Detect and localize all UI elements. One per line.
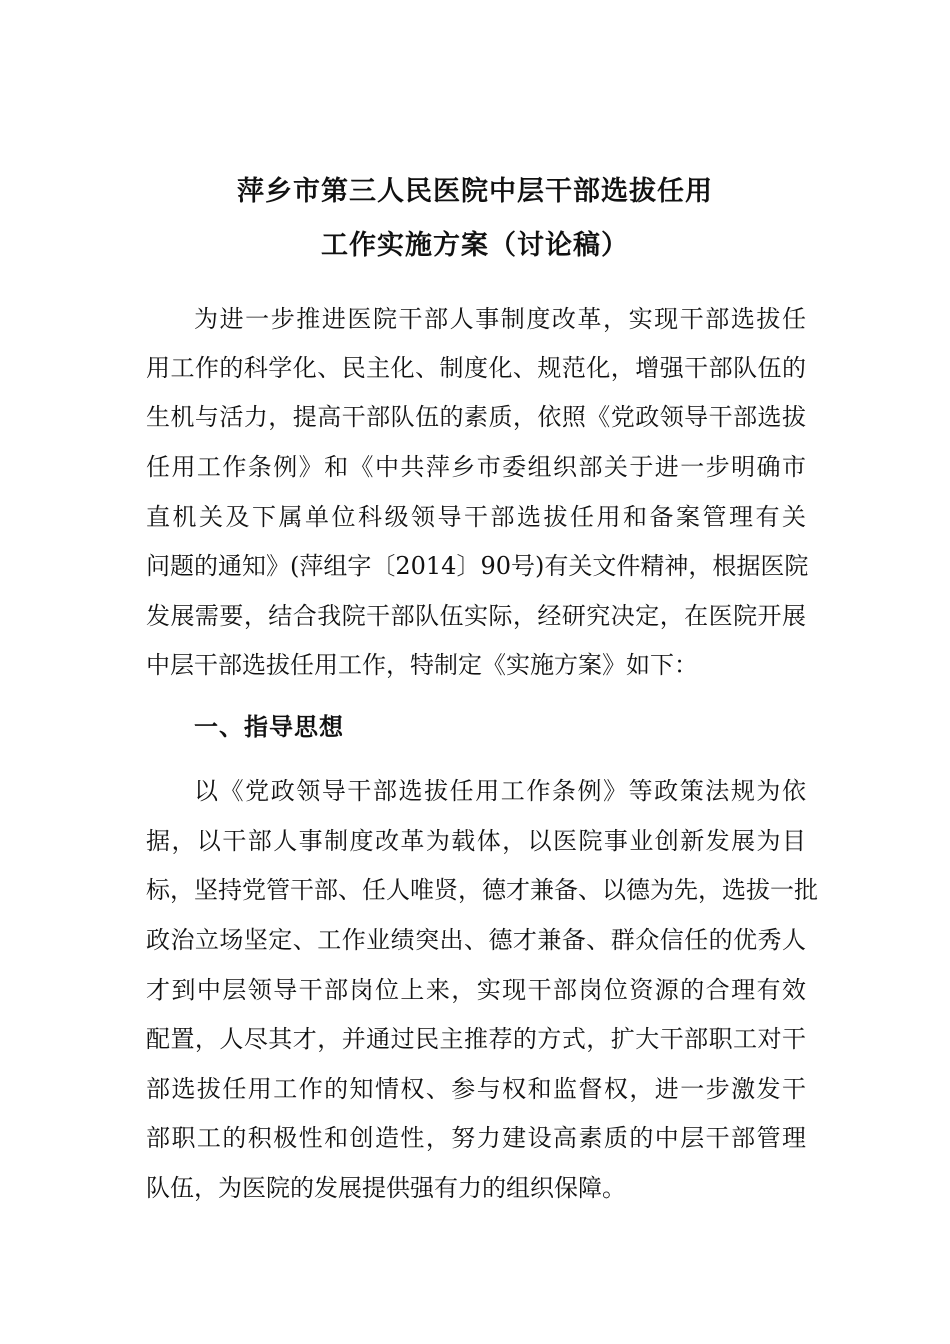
intro-paragraph-line: 任用工作条例》和《中共萍乡市委组织部关于进一步明确市 [146,453,806,481]
section-paragraph-line: 以《党政领导干部选拔任用工作条例》等政策法规为依 [194,777,806,805]
section-paragraph-line: 标，坚持党管干部、任人唯贤，德才兼备、以德为先，选拔一批 [146,876,818,904]
intro-paragraph-line: 直机关及下属单位科级领导干部选拔任用和备案管理有关 [146,503,806,531]
section-paragraph-line: 配置，人尽其才，并通过民主推荐的方式，扩大干部职工对干 [146,1025,806,1053]
intro-paragraph-line: 生机与活力，提高干部队伍的素质，依照《党政领导干部选拔 [146,403,806,431]
intro-paragraph-line: 用工作的科学化、民主化、制度化、规范化，增强干部队伍的 [146,354,806,382]
section-heading-guiding-ideology: 一、指导思想 [194,713,344,741]
intro-paragraph-line: 发展需要，结合我院干部队伍实际，经研究决定，在医院开展 [146,602,806,630]
section-paragraph-line: 部职工的积极性和创造性，努力建设高素质的中层干部管理 [146,1124,806,1152]
intro-paragraph-line: 中层干部选拔任用工作，特制定《实施方案》如下： [146,651,698,679]
intro-paragraph-line: 为进一步推进医院干部人事制度改革，实现干部选拔任 [194,305,806,333]
section-paragraph-line: 政治立场坚定、工作业绩突出、德才兼备、群众信任的优秀人 [146,926,806,954]
section-paragraph-line: 队伍，为医院的发展提供强有力的组织保障。 [146,1174,626,1202]
section-paragraph-line: 据，以干部人事制度改革为载体，以医院事业创新发展为目 [146,827,806,855]
intro-paragraph-line: 问题的通知》(萍组字〔2014〕90号)有关文件精神，根据医院 [146,552,809,580]
section-paragraph-line: 才到中层领导干部岗位上来，实现干部岗位资源的合理有效 [146,976,806,1004]
section-paragraph-line: 部选拔任用工作的知情权、参与权和监督权，进一步激发干 [146,1075,806,1103]
document-title-line-1: 萍乡市第三人民医院中层干部选拔任用 [237,176,713,207]
document-title-line-2: 工作实施方案（讨论稿） [321,230,629,261]
